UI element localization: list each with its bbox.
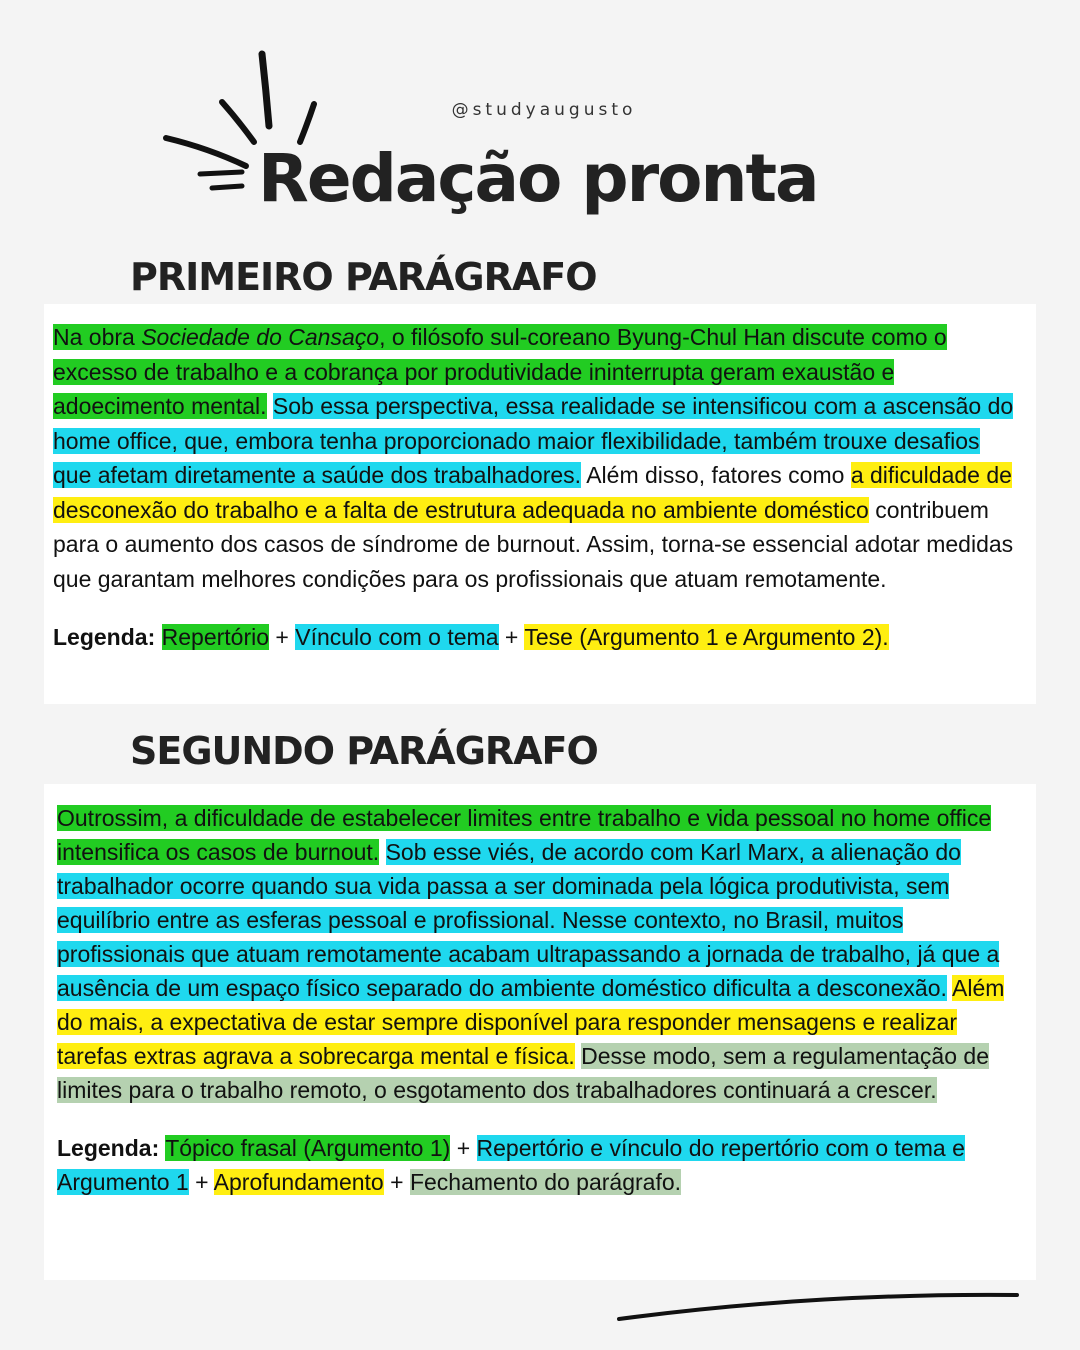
highlight-aprofundamento: Além do mais, a expectativa de estar sempre disponível para responder mensagens e realizar tarefas extras agrava a sobrecarga mental e física.: [57, 975, 1005, 1069]
second-paragraph-text: [57, 801, 1022, 1107]
legend-item-repertorio-vinculo: Repertório e vínculo do repertório com o tema e Argumento 1: [57, 1135, 965, 1195]
legend-label: Legenda:: [57, 1135, 160, 1161]
legend-item-repertorio: Repertório: [161, 624, 270, 650]
highlight-tese: a dificuldade de desconexão do trabalho e a falta de estrutura adequada no ambiente doméstico: [53, 462, 1012, 523]
legend-item-tese: Tese (Argumento 1 e Argumento 2).: [524, 624, 889, 650]
legend-label: Legenda:: [53, 624, 156, 650]
legend-separator: +: [504, 624, 519, 650]
legend-item-vinculo: Vínculo com o tema: [295, 624, 499, 650]
legend-separator: +: [275, 624, 289, 650]
legend-first: [53, 620, 1022, 655]
legend-separator: +: [195, 1169, 209, 1195]
legend-item-fechamento: Fechamento do parágrafo.: [409, 1169, 682, 1195]
highlight-repertorio-vinculo: Sob esse viés, de acordo com Karl Marx, a alienação do trabalhador ocorre quando sua vida passa a ser dominada pela lógica produtivista, sem equilíbrio entre as esferas pessoal e profissional. Nesse contexto, no Brasil, muitos profissionais que atuam remotamente acabam ultrapassando a jornada de trabalho, já que a ausência de um espaço físico separado do ambiente doméstico dificulta a desconexão.: [57, 839, 1000, 1001]
plain-text: contribuem para o aumento dos casos de síndrome de burnout. Assim, torna-se essencial adotar medidas que garantam melhores condições para os profissionais que atuam remotamente.: [53, 496, 1014, 592]
plain-text: Além disso, fatores como: [586, 462, 845, 488]
brush-underline-icon: [615, 1285, 1025, 1325]
highlight-repertorio: Na obra Sociedade do Cansaço, o filósofo sul-coreano Byung-Chul Han discute como o excesso de trabalho e a cobrança por produtividade ininterrupta geram exaustão e adoecimento mental.: [53, 324, 947, 419]
section-heading-second: SEGUNDO PARÁGRAFO: [130, 729, 598, 773]
legend-separator: +: [390, 1169, 404, 1195]
author-handle: @studyaugusto: [451, 100, 637, 120]
highlight-vinculo: Sob essa perspectiva, essa realidade se intensificou com a ascensão do home office, que, embora tenha proporcionado maior flexibilidade, também trouxe desafios que afetam diretamente a saúde dos trabalhadores.: [53, 393, 1014, 488]
legend-item-aprofundamento: Aprofundamento: [213, 1169, 384, 1195]
first-paragraph-card: [44, 304, 1036, 704]
highlight-fechamento: Desse modo, sem a regulamentação de limites para o trabalho remoto, o esgotamento dos trabalhadores continuará a crescer.: [57, 1043, 989, 1103]
page-title: Redação pronta: [258, 140, 818, 217]
legend-item-topico-frasal: Tópico frasal (Argumento 1): [165, 1135, 451, 1161]
first-paragraph-text: [53, 320, 1022, 596]
second-paragraph-card: [44, 784, 1036, 1280]
legend-second: [57, 1131, 1022, 1199]
section-heading-first: PRIMEIRO PARÁGRAFO: [130, 255, 597, 299]
highlight-topico-frasal: Outrossim, a dificuldade de estabelecer limites entre trabalho e vida pessoal no home office intensifica os casos de burnout.: [57, 805, 992, 865]
legend-separator: +: [456, 1135, 471, 1161]
